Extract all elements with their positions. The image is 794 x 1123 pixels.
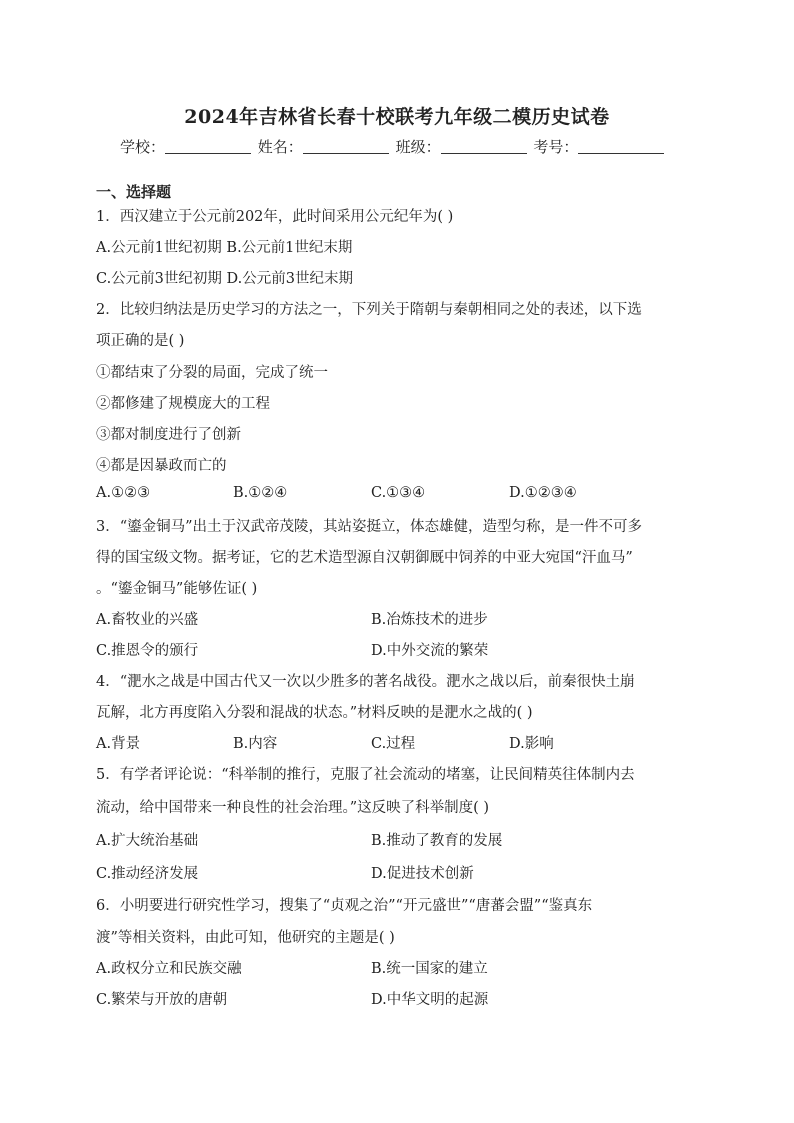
q5-option-d: D.促进技术创新 <box>371 866 474 882</box>
number-blank[interactable] <box>578 139 664 154</box>
q3-option-a: A.畜牧业的兴盛 <box>96 612 199 628</box>
q4-stem-line2: 瓦解，北方再度陷入分裂和混战的状态。”材料反映的是淝水之战的( ) <box>96 705 533 721</box>
q4-option-a: A.背景 <box>96 736 141 752</box>
school-blank[interactable] <box>165 139 251 154</box>
q1-options-cd: C.公元前3世纪初期 D.公元前3世纪末期 <box>96 271 353 287</box>
q3-option-d: D.中外交流的繁荣 <box>371 643 489 659</box>
q6-option-b: B.统一国家的建立 <box>371 961 488 977</box>
q3-option-c: C.推恩令的颁行 <box>96 643 199 659</box>
q5-stem-line1: 5．有学者评论说：“科举制的推行，克服了社会流动的堵塞，让民间精英往体制内去 <box>96 767 635 783</box>
name-label: 姓名： <box>257 138 303 156</box>
q5-option-a: A.扩大统治基础 <box>96 833 199 849</box>
q2-option-c: C.①③④ <box>371 485 426 501</box>
q2-option-d: D.①②③④ <box>509 485 577 501</box>
q5-stem-line2: 流动，给中国带来一种良性的社会治理。”这反映了科举制度( ) <box>96 800 490 816</box>
section-heading: 一、选择题 <box>96 183 172 201</box>
q6-option-d: D.中华文明的起源 <box>371 992 489 1008</box>
q2-statement-2: ②都修建了规模庞大的工程 <box>96 396 270 412</box>
q6-option-c: C.繁荣与开放的唐朝 <box>96 992 228 1008</box>
exam-title: 2024年吉林省长春十校联考九年级二模历史试卷 <box>184 106 610 128</box>
q4-option-c: C.过程 <box>371 736 416 752</box>
student-info-row <box>120 136 666 157</box>
q5-option-c: C.推动经济发展 <box>96 866 199 882</box>
q1-stem: 1．西汉建立于公元前202年，此时间采用公元纪年为( ) <box>96 209 454 225</box>
q3-option-b: B.冶炼技术的进步 <box>371 612 488 628</box>
q3-stem-line2: 得的国宝级文物。据考证，它的艺术造型源自汉朝御厩中饲养的中亚大宛国“汗血马” <box>96 550 633 566</box>
q4-option-b: B.内容 <box>233 736 278 752</box>
q2-statement-3: ③都对制度进行了创新 <box>96 427 241 443</box>
q2-option-a: A.①②③ <box>96 485 151 501</box>
q1-options-ab: A.公元前1世纪初期 B.公元前1世纪末期 <box>96 240 353 256</box>
q6-stem-line2: 渡”等相关资料，由此可知，他研究的主题是( ) <box>96 930 395 946</box>
school-label: 学校： <box>120 138 166 156</box>
q5-option-b: B.推动了教育的发展 <box>371 833 503 849</box>
q2-stem-line1: 2．比较归纳法是历史学习的方法之一，下列关于隋朝与秦朝相同之处的表述，以下选 <box>96 302 642 318</box>
q4-option-d: D.影响 <box>509 736 554 752</box>
class-blank[interactable] <box>441 139 527 154</box>
q2-statement-1: ①都结束了分裂的局面，完成了统一 <box>96 365 328 381</box>
name-blank[interactable] <box>303 139 389 154</box>
q3-stem-line1: 3．“鎏金铜马”出土于汉武帝茂陵，其站姿挺立，体态雄健，造型匀称，是一件不可多 <box>96 519 643 535</box>
q2-stem-line2: 项正确的是( ) <box>96 333 185 349</box>
q4-stem-line1: 4．“淝水之战是中国古代又一次以少胜多的著名战役。淝水之战以后，前秦很快土崩 <box>96 674 635 690</box>
q2-option-b: B.①②④ <box>233 485 288 501</box>
class-label: 班级： <box>395 138 441 156</box>
q2-statement-4: ④都是因暴政而亡的 <box>96 458 227 474</box>
q6-option-a: A.政权分立和民族交融 <box>96 961 242 977</box>
q6-stem-line1: 6．小明要进行研究性学习，搜集了“贞观之治”“开元盛世”“唐蕃会盟”“鉴真东 <box>96 898 593 914</box>
number-label: 考号： <box>533 138 579 156</box>
q3-stem-line3: 。“鎏金铜马”能够佐证( ) <box>96 581 258 597</box>
